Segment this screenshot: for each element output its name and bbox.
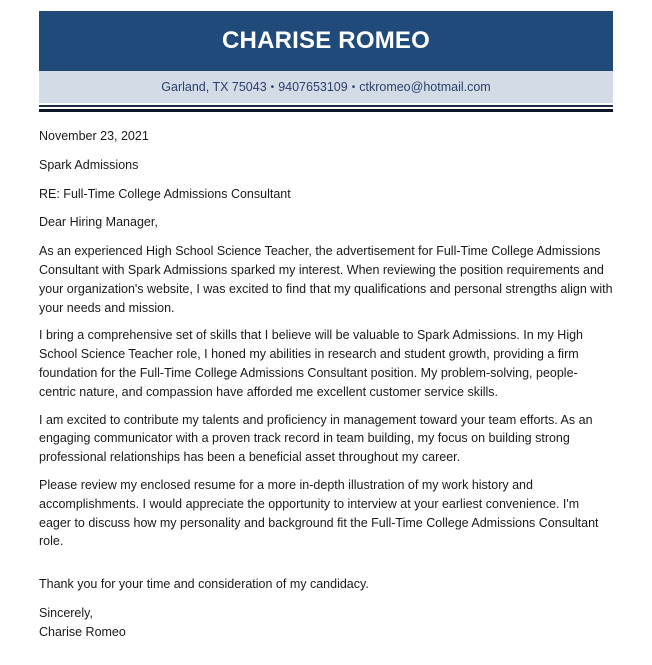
contact-phone: 9407653109 bbox=[278, 80, 348, 94]
signature-name: Charise Romeo bbox=[39, 624, 126, 639]
bullet-separator-icon: • bbox=[351, 81, 356, 93]
contact-info-band bbox=[39, 71, 613, 103]
header-divider-thick bbox=[39, 105, 613, 107]
applicant-name: CHARISE ROMEO bbox=[222, 27, 430, 54]
letter-date: November 23, 2021 bbox=[39, 129, 149, 143]
recipient-company: Spark Admissions bbox=[39, 157, 139, 172]
paragraph-skills: I bring a comprehensive set of skills that I believe will be valuable to Spark Admissions. In my High School Science Teacher role, I honed my abilities in research and student growth, providing a firm foundation for the Full-Time College Admissions Consultant position. My problem-solving, people-centric nature, and compassion have afforded me excellent customer service skills. bbox=[39, 328, 584, 399]
paragraph-contribution: I am excited to contribute my talents and proficiency in management toward your team efforts. As an engaging communicator with a proven track record in team building, my focus on building strong professional relationships has been a beneficial asset throughout my career. bbox=[39, 412, 593, 465]
thank-you-line: Thank you for your time and consideration of my candidacy. bbox=[39, 577, 369, 592]
bullet-separator-icon: • bbox=[270, 81, 275, 93]
name-header-band bbox=[39, 11, 613, 71]
header-divider-thin bbox=[39, 109, 613, 112]
letter-body bbox=[39, 127, 614, 642]
contact-location: Garland, TX 75043 bbox=[161, 80, 267, 94]
salutation: Dear Hiring Manager, bbox=[39, 215, 158, 230]
closing: Sincerely, bbox=[39, 605, 93, 620]
paragraph-call-to-action: Please review my enclosed resume for a more in-depth illustration of my work history and accomplishments. I would appreciate the opportunity to interview at your earliest convenience. I'm eager to discuss how my personality and background fit the Full-Time College Admissions Consultant role. bbox=[39, 477, 599, 549]
contact-email: ctkromeo@hotmail.com bbox=[359, 80, 491, 94]
subject-line: RE: Full-Time College Admissions Consultant bbox=[39, 186, 291, 201]
paragraph-intro: As an experienced High School Science Teacher, the advertisement for Full-Time College Admissions Consultant with Spark Admissions sparked my interest. When reviewing the position requirements and your organization's website, I was excited to find that my qualifications and personal strengths align with your needs and mission. bbox=[39, 244, 613, 315]
